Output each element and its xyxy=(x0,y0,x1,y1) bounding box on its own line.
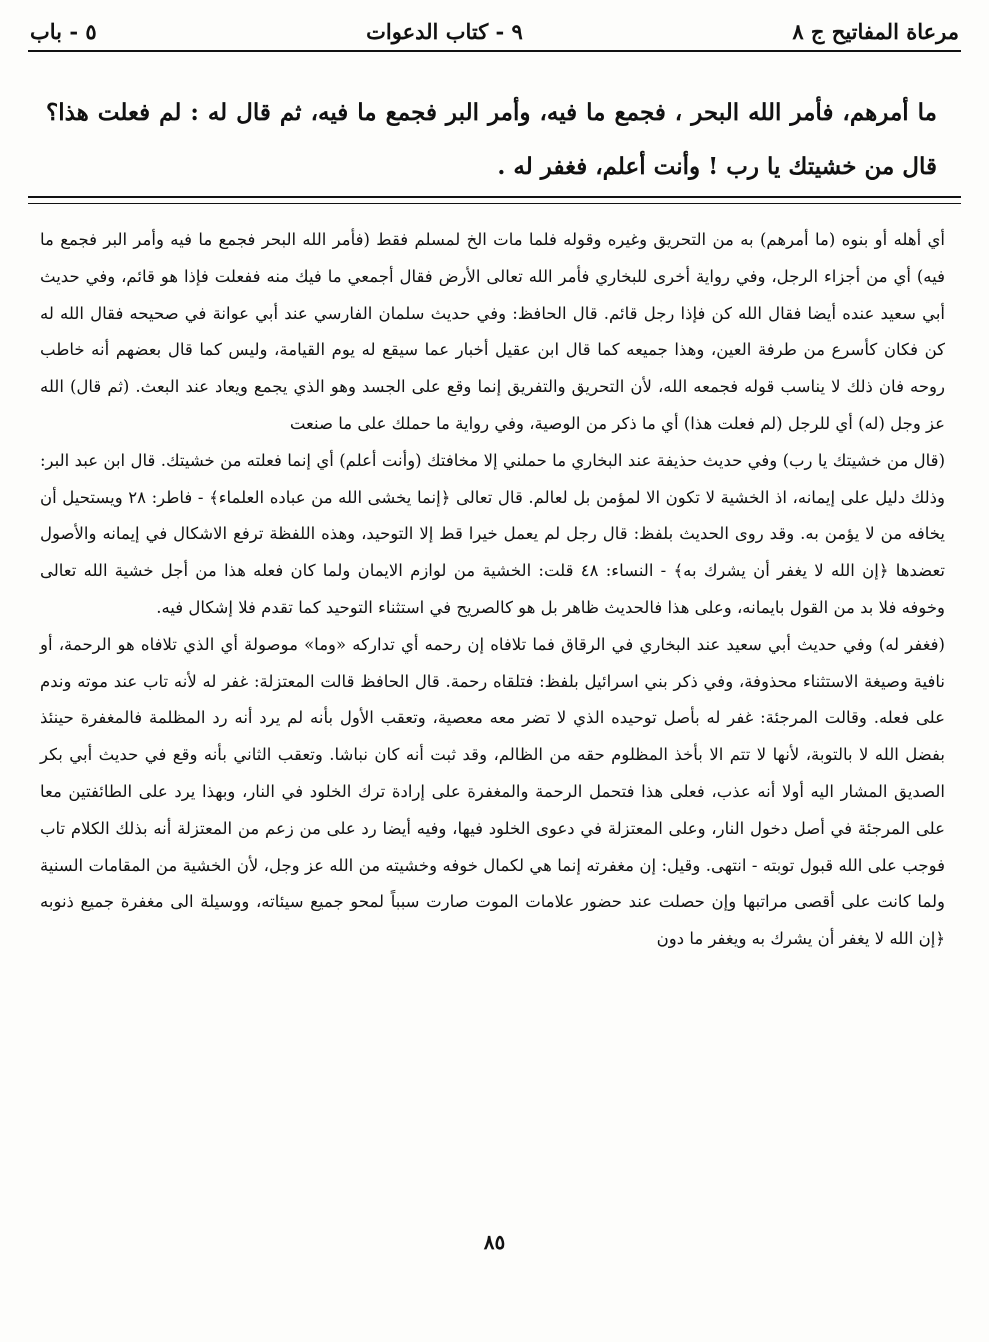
hadith-text: ما أمرهم، فأمر الله البحر ، فجمع ما فيه، وأمر البر فجمع ما فيه، ثم قال له : لم فعلت هذا؟ قال من خشيتك يا رب ! وأنت أعلم، فغفر له . xyxy=(46,99,937,180)
header-rule xyxy=(28,50,961,52)
commentary-paragraph: (قال من خشيتك يا رب) وفي حديث حذيفة عند البخاري ما حملني إلا مخافتك (وأنت أعلم) أي إنما فعلته من خشيتك. قال ابن عبد البر: وذلك دليل على إيمانه، اذ الخشية لا تكون الا لمؤمن بل لعالم. قال تعالى ﴿إنما يخشى الله من عباده العلماء﴾ - فاطر: ٢٨ ويستحيل أن يخافه من لا يؤمن به. وقد روى الحديث بلفظ: قال رجل لم يعمل خيرا قط إلا التوحيد، وهذه اللفظة ترفع الاشكال في إيمانه والأصول تعضدها ﴿إن الله لا يغفر أن يشرك به﴾ - النساء: ٤٨ قلت: الخشية من لوازم الايمان ولما كان فعله هذا من أجل خشية الله تعالى وخوفه فلا بد من القول بايمانه، وعلى هذا فالحديث ظاهر بل هو كالصريح في استثناء التوحيد كما تقدم فلا إشكال فيه. xyxy=(40,450,945,617)
section-divider-top xyxy=(28,196,961,198)
commentary-paragraph: (فغفر له) وفي حديث أبي سعيد عند البخاري في الرقاق فما تلافاه إن رحمه أي تداركه «وما» موصولة أي الذي تلافاه هو الرحمة، أو نافية وصيغة الاستثناء محذوفة، وفي ذكر بني اسرائيل بلفظ: فتلقاه رحمة. قال الحافظ قالت المعتزلة: غفر له لأنه تاب عند موته وندم على فعله. وقالت المرجئة: غفر له بأصل توحيده الذي لا تضر معه معصية، وتعقب الأول بأنه لم يرد أنه رد المظلمة فالمغفرة حينئذ بفضل الله لا بالتوبة، لأنها لا تتم الا بأخذ المظلوم حقه من الظالم، وقد ثبت أنه كان نباشا. وتعقب الثاني بأنه وقع في حديث أبي بكر الصديق المشار اليه أولا أنه عذب، فعلى هذا فتحمل الرحمة والمغفرة على إرادة ترك الخلود في النار، وبهذا يرد على الطائفتين معا على المرجئة في أصل دخول النار، وعلى المعتزلة في دعوى الخلود فيها، وفيه أيضا رد على من زعم من المعتزلة أنه بذلك الكلام تاب فوجب على الله قبول توبته - انتهى. وقيل: إن مغفرته إنما هي لكمال خوفه وخشيته من الله عز وجل، لأن الخشية من المقامات السنية ولما كانت على أقصى مراتبها وإن حصلت عند حضور علامات الموت صارت سبباً لمحو جميع سيئاته، ووسيلة الى مغفرة جميع ذنوبه ﴿إن الله لا يغفر أن يشرك به ويغفر ما دون xyxy=(40,634,945,949)
hadith-text-block xyxy=(46,86,937,194)
book-title: مرعاة المفاتيح ج ٨ xyxy=(792,18,959,44)
section-title: ٥ - باب xyxy=(30,18,97,44)
chapter-title: ٩ - كتاب الدعوات xyxy=(366,18,523,44)
commentary-block xyxy=(40,222,945,958)
page-number: ٨٥ xyxy=(483,1230,506,1254)
section-divider-bottom xyxy=(28,203,961,204)
running-header xyxy=(30,14,959,48)
commentary-paragraph: أي أهله أو بنوه (ما أمرهم) به من التحريق وغيره وقوله فلما مات الخ لمسلم فقط (فأمر الله البحر فجمع ما فيه وأمر البر فجمع ما فيه) أي من أجزاء الرجل، وفي رواية أخرى للبخاري فأمر الله تعالى الأرض فقال أجمعي ما فيك منه ففعلت فإذا هو قائم، وفي حديث أبي سعيد عنده أيضا فقال الله كن فإذا رجل قائم. قال الحافظ: وفي حديث سلمان الفارسي عند أبي عوانة في صحيحه فقال الله له كن فكان كأسرع من طرفة العين، وهذا جميعه كما قال ابن عقيل أخبار عما سيقع له يوم القيامة، وليس كما قال بعضهم أنه خاطب روحه فان ذلك لا يناسب قوله فجمعه الله، لأن التحريق والتفريق إنما وقع على الجسد وهو الذي يجمع ويعاد عند البعث. (ثم قال) الله عز وجل (له) أي للرجل (لم فعلت هذا) أي ما ذكر من الوصية، وفي رواية ما حملك على ما صنعت xyxy=(40,230,945,433)
